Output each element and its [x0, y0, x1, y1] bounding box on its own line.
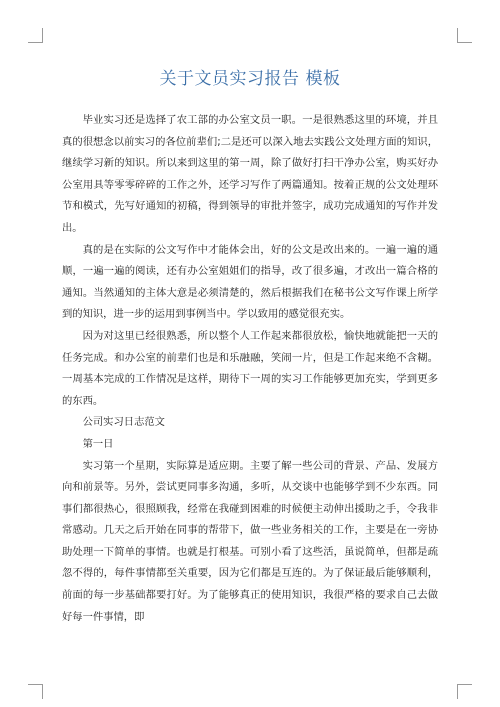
crop-mark-top-right [457, 28, 472, 43]
crop-mark-bottom-left [28, 684, 43, 699]
paragraph: 真的是在实际的公文写作中才能体会出，好的公文是改出来的。一遍一遍的通顺，一遍一遍的阅读，还有办公室姐姐们的指导，改了很多遍，才改出一篇合格的通知。当然通知的主体大意是必须清楚的，然后根据我们在秘书公文写作课上所学到的知识，进一步的运用到事例当中。学以致用的感觉很充实。 [62, 243, 438, 321]
crop-mark-top-left [28, 28, 43, 43]
crop-mark-bottom-right [457, 684, 472, 699]
document-title: 关于文员实习报告 模板 [159, 69, 341, 89]
section-heading: 公司实习日志范文 [82, 416, 165, 429]
document-body [62, 110, 438, 628]
paragraph: 因为对这里已经很熟悉，所以整个人工作起来都很放松，愉快地就能把一天的任务完成。和办公室的前辈们也是和乐融融，笑闹一片，但是工作起来绝不含糊。一周基本完成的工作情况是这样，期待下一周的实习工作能够更加充实，学到更多的东西。 [62, 329, 438, 407]
subsection-heading: 第一日 [82, 437, 114, 450]
paragraph: 实习第一个星期，实际算是适应期。主要了解一些公司的背景、产品、发展方向和前景等。另外，尝试更同事多沟通，多听，从交谈中也能够学到不少东西。同事们都很热心，很照顾我，经常在我碰到困难的时候便主动伸出援助之手，令我非常感动。几天之后开始在同事的帮带下，做一些业务相关的工作，主要是在一旁协助处理一下简单的事情。也就是打根基。可别小看了这些活，虽说简单，但都是疏忽不得的，每件事情都至关重要，因为它们都是互连的。为了保证最后能够顺利，前面的每一步基础都要打好。为了能够真正的使用知识，我很严格的要求自己去做好每一件事情，即 [62, 459, 438, 623]
paragraph: 毕业实习还是选择了农工部的办公室文员一职。一是很熟悉这里的环境，并且真的很想念以前实习的各位前辈们;二是还可以深入地去实践公文处理方面的知识，继续学习新的知识。所以来到这里的第一周，除了做好打扫干净办公室，购买好办公室用具等零零碎碎的工作之外，还学习写作了两篇通知。按着正规的公文处理环节和模式，先写好通知的初稿，得到领导的审批并签字，成功完成通知的写作并发出。 [62, 114, 438, 234]
